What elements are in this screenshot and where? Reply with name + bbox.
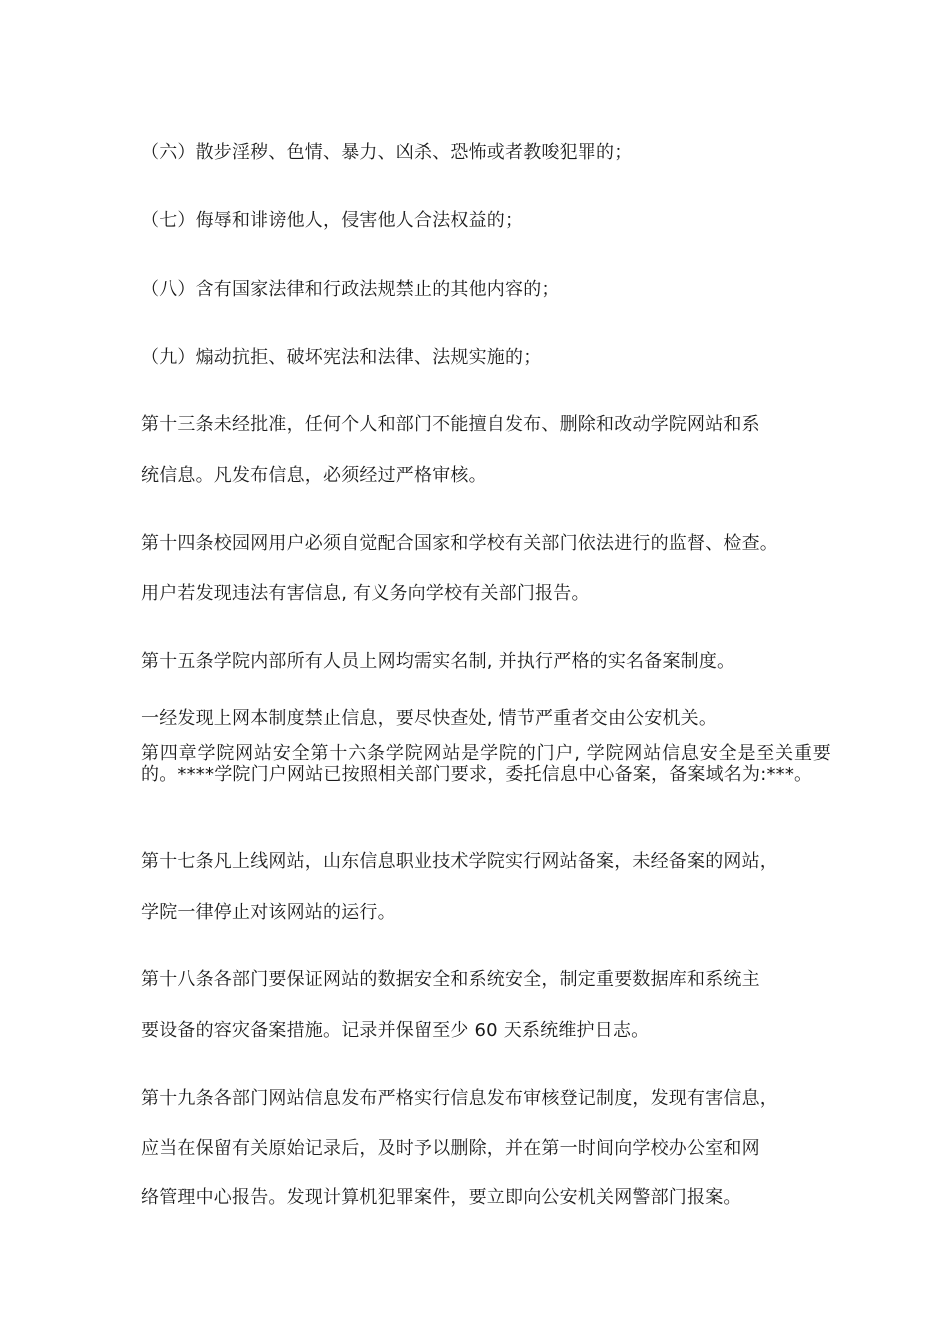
article-19-line-3: 络管理中心报告。发现计算机犯罪案件，要立即向公安机关网警部门报案。 <box>141 1187 742 1208</box>
article-18-line-2: 要设备的容灾备案措施。记录并保留至少 60 天系统维护日志。 <box>141 1020 650 1041</box>
article-13-line-1: 第十三条未经批准，任何个人和部门不能擅自发布、删除和改动学院网站和系 <box>141 414 760 435</box>
article-15-line-2: 一经发现上网本制度禁止信息，要尽快查处, 情节严重者交由公安机关。 <box>141 708 718 729</box>
clause-item-7: （七）侮辱和诽谤他人，侵害他人合法权益的； <box>141 210 524 231</box>
article-14-line-1: 第十四条校园网用户必须自觉配合国家和学校有关部门依法进行的监督、检查。 <box>141 533 778 554</box>
article-15-line-1: 第十五条学院内部所有人员上网均需实名制, 并执行严格的实名备案制度。 <box>141 651 736 672</box>
article-19-line-2: 应当在保留有关原始记录后，及时予以删除，并在第一时间向学校办公室和网 <box>141 1138 760 1159</box>
article-17-line-2: 学院一律停止对该网站的运行。 <box>141 902 396 923</box>
article-18-line-1: 第十八条各部门要保证网站的数据安全和系统安全，制定重要数据库和系统主 <box>141 969 760 990</box>
clause-item-9: （九）煽动抗拒、破坏宪法和法律、法规实施的； <box>141 347 542 368</box>
article-14-line-2: 用户若发现违法有害信息, 有义务向学校有关部门报告。 <box>141 583 590 604</box>
chapter-4-article-16: 第四章学院网站安全第十六条学院网站是学院的门户, 学院网站信息安全是至关重要的。****学院门户网站已按照相关部门要求，委托信息中心备案，备案域名为:***。 <box>141 743 831 785</box>
article-17-line-1: 第十七条凡上线网站，山东信息职业技术学院实行网站备案，未经备案的网站， <box>141 851 778 872</box>
clause-item-8: （八）含有国家法律和行政法规禁止的其他内容的； <box>141 279 560 300</box>
article-13-line-2: 统信息。凡发布信息，必须经过严格审核。 <box>141 465 487 486</box>
article-19-line-1: 第十九条各部门网站信息发布严格实行信息发布审核登记制度，发现有害信息， <box>141 1088 778 1109</box>
clause-item-6: （六）散步淫秽、色情、暴力、凶杀、恐怖或者教唆犯罪的； <box>141 142 633 163</box>
